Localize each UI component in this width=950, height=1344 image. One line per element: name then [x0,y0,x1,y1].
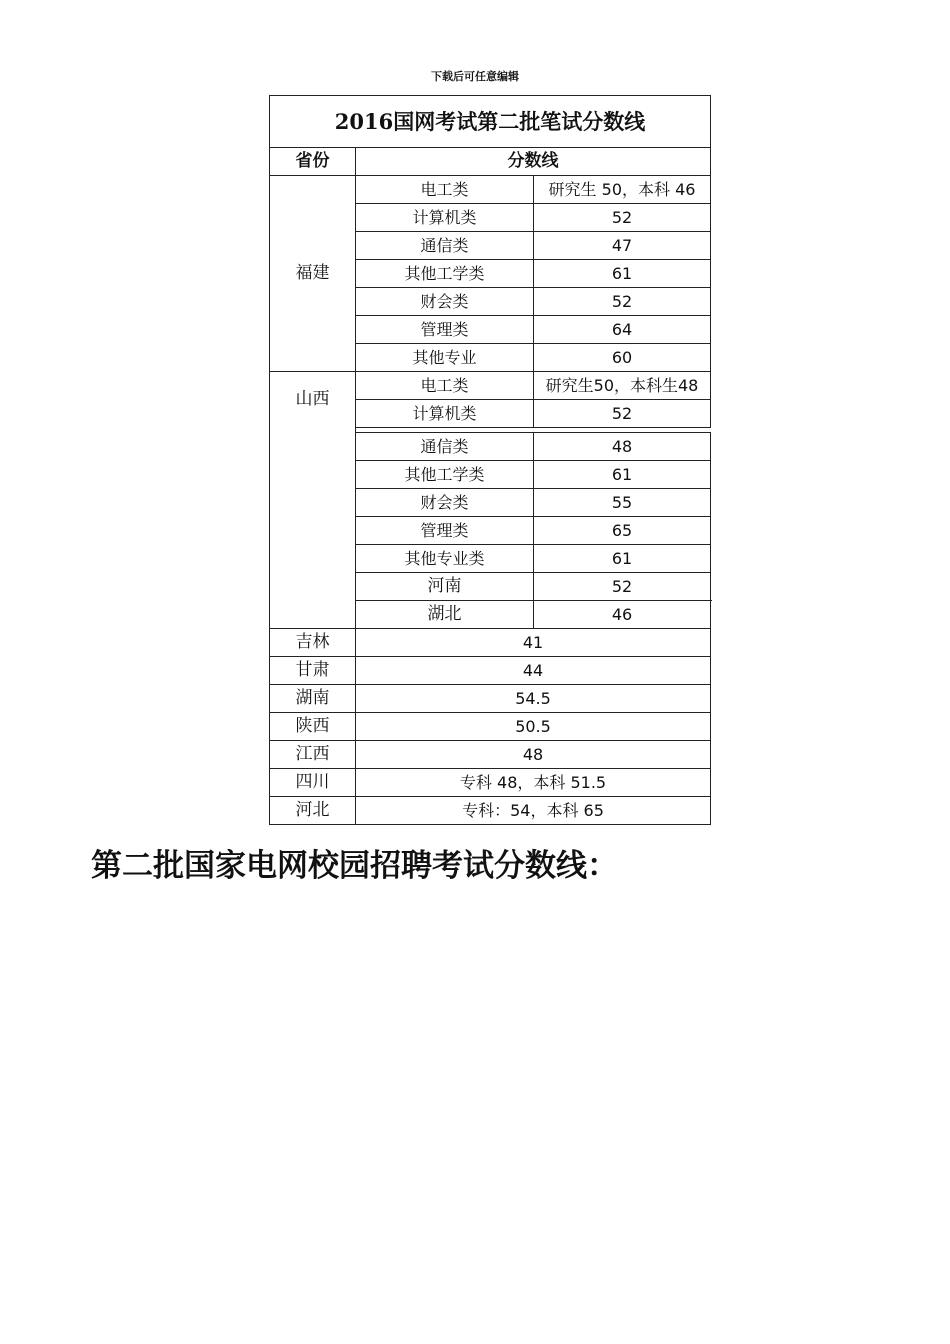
table-row [270,713,711,741]
score-cell: 专科 48，本科 51.5 [356,769,711,797]
table-row [270,797,711,825]
score-cell: 44 [356,657,711,685]
province-cell: 四川 [270,769,356,797]
score-cell: 研究生50，本科生48 [534,372,711,400]
province-shanxi: 山西 [270,372,356,629]
score-cell: 61 [534,461,711,489]
province-cell: 江西 [270,741,356,769]
score-cell: 55 [534,489,711,517]
score-cell: 61 [534,545,711,573]
score-cell: 46 [534,601,711,629]
province-cell: 湖北 [356,601,534,629]
table-row [270,176,711,204]
province-cell: 陕西 [270,713,356,741]
score-cell: 61 [534,260,711,288]
province-cell: 河南 [356,573,534,601]
score-cell: 41 [356,629,711,657]
header-score: 分数线 [356,148,711,176]
section-heading: 第二批国家电网校园招聘考试分数线： [91,848,618,884]
category-cell: 管理类 [356,316,534,344]
table-title-row [270,96,711,148]
category-cell: 其他工学类 [356,260,534,288]
score-cell: 研究生 50，本科 46 [534,176,711,204]
province-cell: 河北 [270,797,356,825]
score-cell: 48 [534,433,711,461]
category-cell: 其他工学类 [356,461,534,489]
table-row [270,741,711,769]
category-cell: 财会类 [356,288,534,316]
table-row [270,657,711,685]
category-cell: 其他专业 [356,344,534,372]
category-cell: 财会类 [356,489,534,517]
table-header-row [270,148,711,176]
table-row [270,372,711,400]
category-cell: 计算机类 [356,204,534,232]
score-cell: 52 [534,400,711,428]
table-row [270,685,711,713]
category-cell: 其他专业类 [356,545,534,573]
category-cell: 计算机类 [356,400,534,428]
table-row [270,629,711,657]
score-cell: 52 [534,288,711,316]
header-province: 省份 [270,148,356,176]
category-cell: 电工类 [356,372,534,400]
category-cell: 电工类 [356,176,534,204]
score-cell: 54.5 [356,685,711,713]
category-cell: 管理类 [356,517,534,545]
download-note: 下载后可任意编辑 [431,70,519,83]
table-row [270,769,711,797]
score-cell: 47 [534,232,711,260]
category-cell: 通信类 [356,232,534,260]
score-cell: 64 [534,316,711,344]
score-cell: 48 [356,741,711,769]
province-cell: 湖南 [270,685,356,713]
score-cell: 65 [534,517,711,545]
score-cell: 52 [534,204,711,232]
province-fujian: 福建 [270,176,356,372]
province-cell: 甘肃 [270,657,356,685]
score-cell: 50.5 [356,713,711,741]
score-cell: 52 [534,573,711,601]
province-cell: 吉林 [270,629,356,657]
category-cell: 通信类 [356,433,534,461]
score-table [269,95,711,825]
table-title: 2016国网考试第二批笔试分数线 [270,96,711,148]
score-cell: 60 [534,344,711,372]
score-cell: 专科：54，本科 65 [356,797,711,825]
